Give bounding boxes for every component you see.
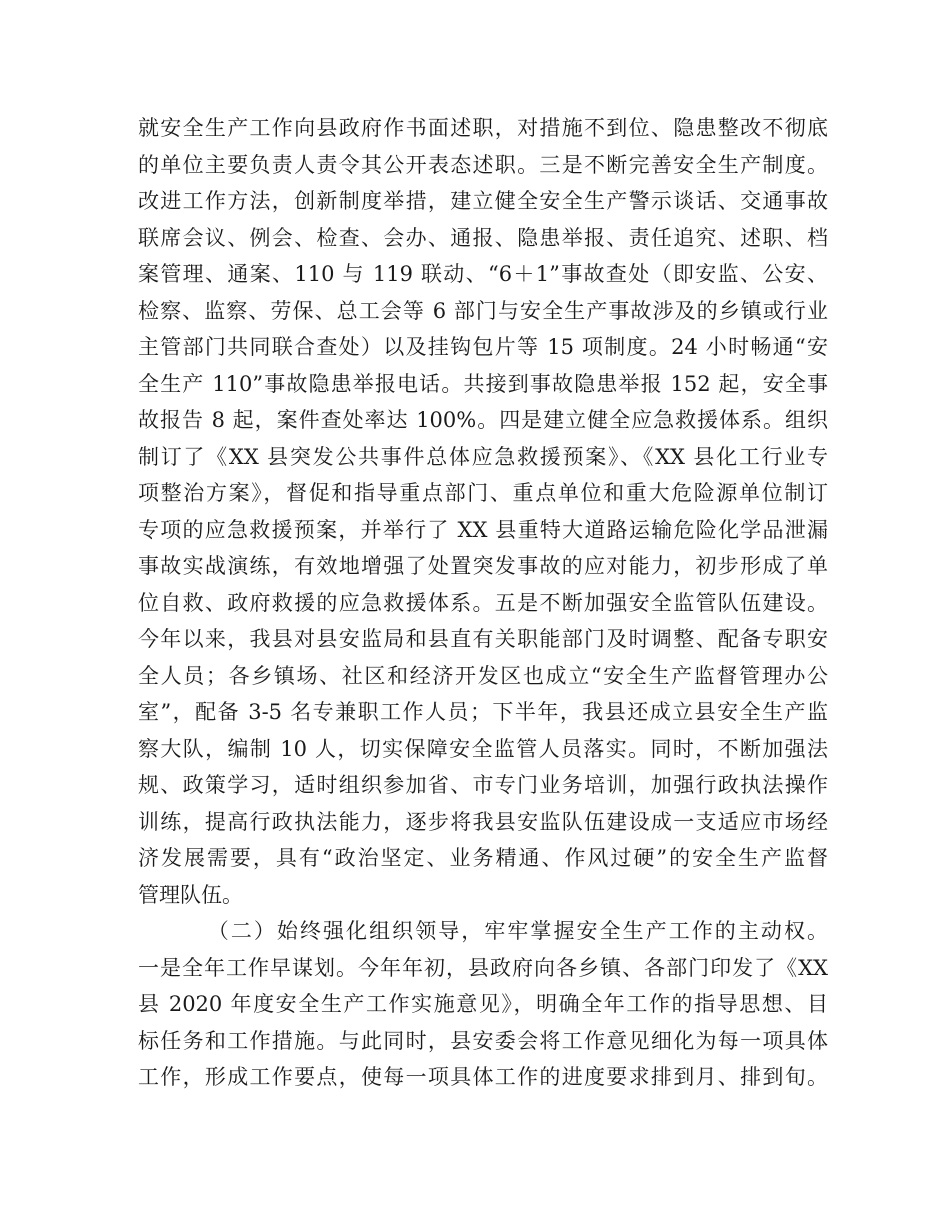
- text-line: 的单位主要负责人责令其公开表态述职。三是不断完善安全生产制度。: [138, 152, 828, 177]
- text-line: 县 2020 年度安全生产工作实施意见》，明确全年工作的指导思想、目: [138, 992, 828, 1016]
- document-body: [138, 110, 828, 1096]
- text-line: 就安全生产工作向县政府作书面述职，对措施不到位、隐患整改不彻底: [138, 116, 828, 140]
- text-line: 主管部门共同联合查处）以及挂钩包片等 15 项制度。24 小时畅通“安: [138, 335, 828, 359]
- text-line: 济发展需要，具有“政治坚定、业务精通、作风过硬”的安全生产监督: [138, 846, 828, 870]
- text-line: 案管理、通案、110 与 119 联动、“6＋1”事故查处（即安监、公安、: [138, 262, 828, 286]
- text-line: 训练，提高行政执法能力，逐步将我县安监队伍建设成一支适应市场经: [138, 809, 828, 834]
- text-line: 今年以来，我县对县安监局和县直有关职能部门及时调整、配备专职安: [138, 627, 828, 651]
- section-heading-line: （二）始终强化组织领导，牢牢掌握安全生产工作的主动权。: [138, 919, 828, 943]
- text-line: 位自救、政府救援的应急救援体系。五是不断加强安全监管队伍建设。: [138, 590, 828, 615]
- text-line: 检察、监察、劳保、总工会等 6 部门与安全生产事故涉及的乡镇或行业: [138, 298, 828, 323]
- text-line: 规、政策学习，适时组织参加省、市专门业务培训，加强行政执法操作: [138, 773, 828, 797]
- text-line: 全生产 110”事故隐患举报电话。共接到事故隐患举报 152 起，安全事: [138, 371, 828, 396]
- text-line: 全人员；各乡镇场、社区和经济开发区也成立“安全生产监督管理办公: [138, 663, 828, 688]
- text-line: 事故实战演练，有效地增强了处置突发事故的应对能力，初步形成了单: [138, 554, 828, 578]
- paragraph-end-line: 管理队伍。: [138, 882, 243, 907]
- text-line: 故报告 8 起，案件查处率达 100%。四是建立健全应急救援体系。组织: [138, 408, 828, 432]
- text-line: 联席会议、例会、检查、会办、通报、隐患举报、责任追究、述职、档: [138, 225, 828, 250]
- text-line: 制订了《XX 县突发公共事件总体应急救援预案》、《XX 县化工行业专: [138, 444, 828, 469]
- text-line: 室”，配备 3-5 名专兼职工作人员；下半年，我县还成立县安全生产监: [138, 700, 828, 724]
- text-line: 工作，形成工作要点，使每一项具体工作的进度要求排到月、排到旬。: [138, 1065, 828, 1089]
- text-line: 察大队，编制 10 人，切实保障安全监管人员落实。同时，不断加强法: [138, 736, 828, 761]
- text-line: 改进工作方法，创新制度举措，建立健全安全生产警示谈话、交通事故: [138, 189, 828, 213]
- text-line: 专项的应急救援预案，并举行了 XX 县重特大道路运输危险化学品泄漏: [138, 517, 828, 542]
- text-line: 项整治方案》，督促和指导重点部门、重点单位和重大危险源单位制订: [138, 481, 828, 505]
- text-line: 一是全年工作早谋划。今年年初，县政府向各乡镇、各部门印发了《XX: [138, 955, 828, 980]
- text-line: 标任务和工作措施。与此同时，县安委会将工作意见细化为每一项具体: [138, 1028, 828, 1053]
